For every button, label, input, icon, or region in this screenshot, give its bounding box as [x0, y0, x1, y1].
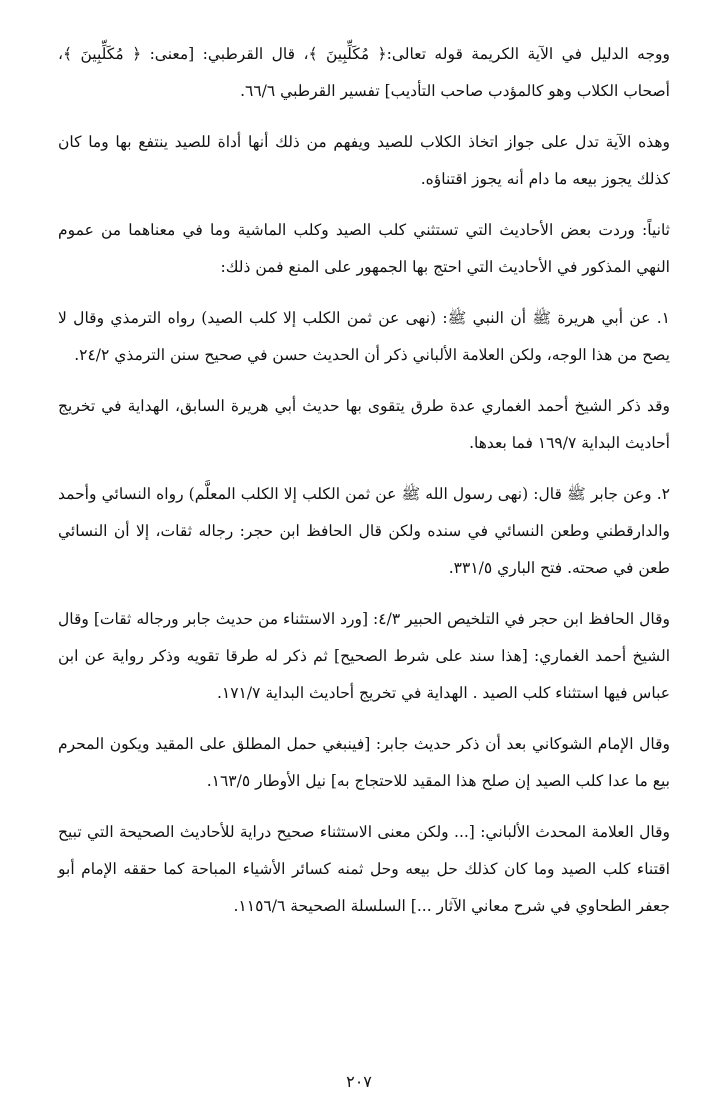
document-page [58, 36, 670, 1076]
paragraph-ibn-hajar: وقال الحافظ ابن حجر في التلخيص الحبير ٤/٣: [ورد الاستثناء من حديث جابر ورجاله ثقات] وقال الشيخ أحمد الغماري: [هذا سند على شرط الصحيح] ثم ذكر له طرقا تقويه وذكر رواية عن ابن عباس فيها استثناء كلب الصيد . الهداية في تخريج أحاديث البداية ١٧١/٧. [58, 610, 670, 702]
paragraph-second-point: ثانياً: وردت بعض الأحاديث التي تستثني كلب الصيد وكلب الماشية وما في معناهما من عموم النهي المذكور في الأحاديث التي احتج بها الجمهور على المنع فمن ذلك: [58, 221, 670, 276]
paragraph-hadith-abu-hurairah: ١. عن أبي هريرة ﷺ أن النبي ﷺ: (نهى عن ثمن الكلب إلا كلب الصيد) رواه الترمذي وقال لا يصح من هذا الوجه، ولكن العلامة الألباني ذكر أن الحديث حسن في صحيح سنن الترمذي ٢٤/٢. [58, 309, 670, 364]
paragraph-ghumari-routes: وقد ذكر الشيخ أحمد الغماري عدة طرق يتقوى بها حديث أبي هريرة السابق، الهداية في تخريج أحاديث البداية ١٦٩/٧ فما بعدها. [58, 397, 670, 452]
page-number: ٢٠٧ [346, 1072, 372, 1091]
paragraph-hadith-jabir: ٢. وعن جابر ﷺ قال: (نهى رسول الله ﷺ عن ثمن الكلب إلا الكلب المعلَّم) رواه النسائي وأحمد والدارقطني وطعن النسائي في سنده ولكن قال الحافظ ابن حجر: رجاله ثقات، إلا أن النسائي طعن في صحته. فتح الباري ٣٣١/٥. [58, 485, 670, 577]
paragraph-albani: وقال العلامة المحدث الألباني: [... ولكن معنى الاستثناء صحيح دراية للأحاديث الصحيحة التي تبيح اقتناء كلب الصيد وما كان كذلك حل بيعه وحل ثمنه كسائر الأشياء المباحة كما حققه الإمام أبو جعفر الطحاوي في شرح معاني الآثار ...] السلسلة الصحيحة ١١٥٦/٦. [58, 823, 670, 915]
paragraph-shawkani: وقال الإمام الشوكاني بعد أن ذكر حديث جابر: [فينبغي حمل المطلق على المقيد ويكون المحرم بيع ما عدا كلب الصيد إن صلح هذا المقيد للاحتجاج به] نيل الأوطار ١٦٣/٥. [58, 735, 670, 790]
paragraph-verse-meaning: وهذه الآية تدل على جواز اتخاذ الكلاب للصيد ويفهم من ذلك أنها أداة للصيد ينتفع بها وما كان كذلك يجوز بيعه ما دام أنه يجوز اقتناؤه. [58, 133, 670, 188]
paragraph-verse-evidence: ووجه الدليل في الآية الكريمة قوله تعالى:﴿ مُكَلِّبِينَ ﴾، قال القرطبي: [معنى: ﴿ مُكَلِّبِينَ ﴾، أصحاب الكلاب وهو كالمؤدب صاحب التأديب] تفسير القرطبي ٦٦/٦. [58, 45, 670, 100]
